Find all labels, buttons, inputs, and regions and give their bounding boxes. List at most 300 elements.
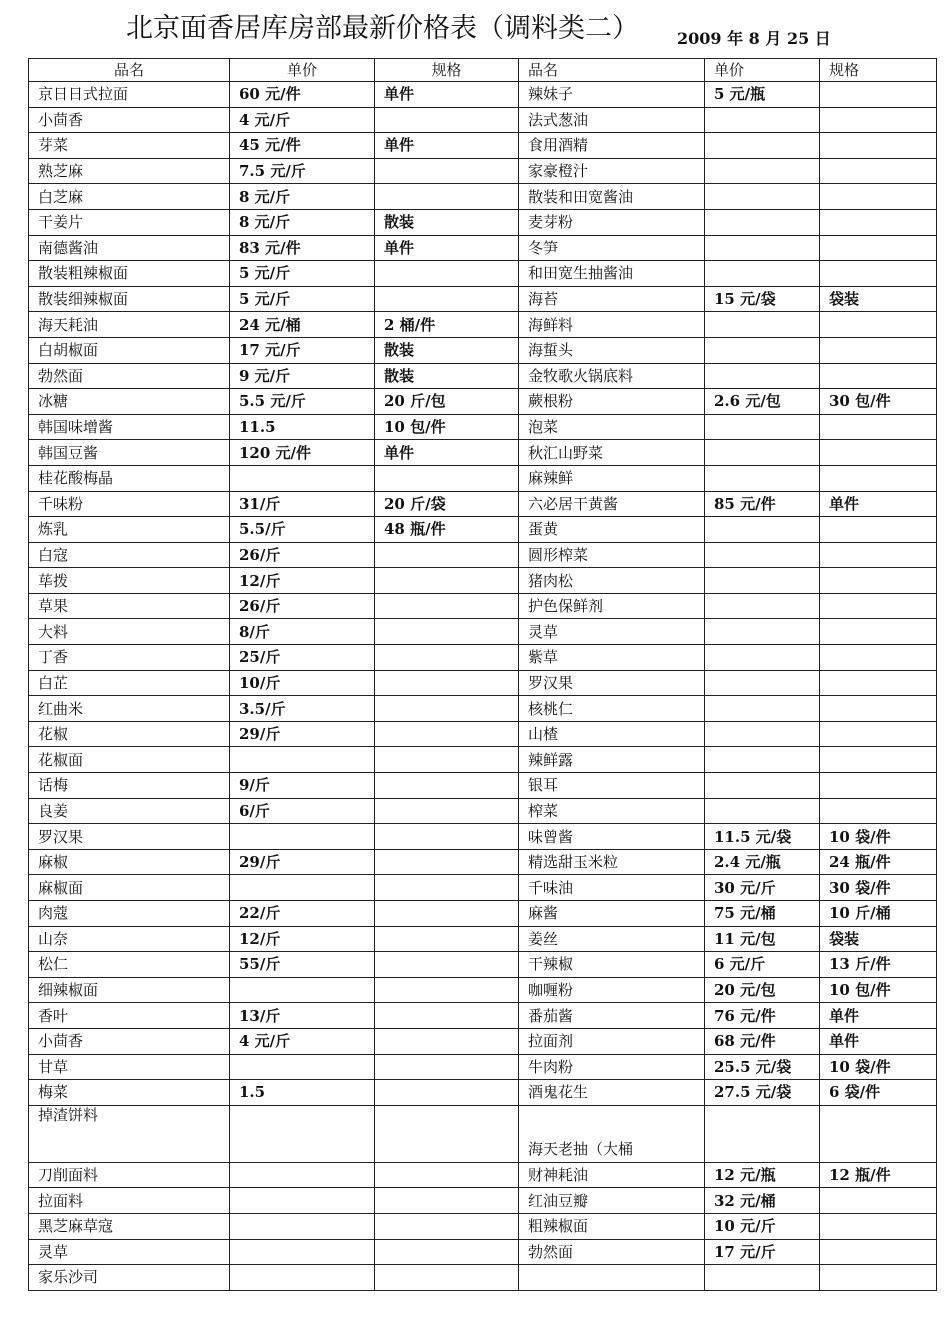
unit-price: 3.5/斤 [230,696,375,722]
spec-2 [820,363,937,389]
unit-price-2 [705,337,820,363]
unit-price-2 [705,773,820,799]
spec-2 [820,414,937,440]
table-row [29,337,937,363]
spec-2 [820,261,937,287]
unit-price [230,1188,375,1214]
spec-2: 24 瓶/件 [820,849,937,875]
unit-price [230,1239,375,1265]
item-name: 小茴香 [29,107,230,133]
item-name-2: 罗汉果 [519,670,705,696]
item-name-2: 秋汇山野菜 [519,440,705,466]
spec: 单件 [375,82,519,108]
item-name-2: 散装和田宽酱油 [519,184,705,210]
table-row [29,926,937,952]
spec [375,1028,519,1054]
spec [375,849,519,875]
item-name-2: 麻酱 [519,901,705,927]
table-row [29,875,937,901]
column-header-price: 单价 [230,59,375,82]
unit-price: 31/斤 [230,491,375,517]
table-row [29,747,937,773]
table-row [29,670,937,696]
unit-price-2: 27.5 元/袋 [705,1080,820,1106]
unit-price-2: 85 元/件 [705,491,820,517]
item-name-2: 勃然面 [519,1239,705,1265]
spec-2: 30 包/件 [820,389,937,415]
unit-price-2 [705,261,820,287]
column-header-name-2: 品名 [519,59,705,82]
unit-price-2: 25.5 元/袋 [705,1054,820,1080]
item-name-2: 海天老抽（大桶 [519,1105,705,1162]
unit-price-2: 15 元/袋 [705,286,820,312]
item-name: 散装细辣椒面 [29,286,230,312]
table-row [29,133,937,159]
item-name-2: 食用酒精 [519,133,705,159]
unit-price [230,465,375,491]
table-row [29,1003,937,1029]
unit-price-2 [705,721,820,747]
unit-price-2 [705,619,820,645]
unit-price [230,824,375,850]
table-row [29,1265,937,1291]
table-row [29,824,937,850]
unit-price-2 [705,593,820,619]
item-name: 冰糖 [29,389,230,415]
spec-2 [820,798,937,824]
spec-2 [820,1105,937,1162]
unit-price-2 [705,517,820,543]
unit-price: 12/斤 [230,568,375,594]
spec-2 [820,235,937,261]
unit-price: 8 元/斤 [230,184,375,210]
table-row [29,798,937,824]
item-name-2: 灵草 [519,619,705,645]
item-name: 灵草 [29,1239,230,1265]
item-name: 良姜 [29,798,230,824]
spec [375,1162,519,1188]
spec [375,721,519,747]
item-name-2: 榨菜 [519,798,705,824]
unit-price: 1.5 [230,1080,375,1106]
spec-2 [820,773,937,799]
item-name: 罗汉果 [29,824,230,850]
spec: 散装 [375,337,519,363]
item-name: 山奈 [29,926,230,952]
table-row [29,465,937,491]
item-name: 韩国豆酱 [29,440,230,466]
table-row [29,235,937,261]
item-name: 勃然面 [29,363,230,389]
spec-2 [820,107,937,133]
unit-price-2: 12 元/瓶 [705,1162,820,1188]
item-name-2: 番茄酱 [519,1003,705,1029]
spec [375,1239,519,1265]
spec-2 [820,517,937,543]
item-name-2: 护色保鲜剂 [519,593,705,619]
spec-2: 单件 [820,491,937,517]
unit-price: 8 元/斤 [230,209,375,235]
spec-2 [820,568,937,594]
unit-price-2 [705,235,820,261]
spec-2 [820,337,937,363]
unit-price: 6/斤 [230,798,375,824]
table-row [29,1213,937,1239]
spec-2 [820,158,937,184]
table-header-row [29,59,937,82]
item-name-2: 法式葱油 [519,107,705,133]
table-row [29,209,937,235]
spec-2 [820,645,937,671]
unit-price-2: 2.4 元/瓶 [705,849,820,875]
spec-2 [820,465,937,491]
table-row [29,517,937,543]
item-name-2: 海鲜料 [519,312,705,338]
unit-price: 22/斤 [230,901,375,927]
item-name: 红曲米 [29,696,230,722]
unit-price: 17 元/斤 [230,337,375,363]
spec [375,107,519,133]
unit-price-2 [705,670,820,696]
unit-price: 7.5 元/斤 [230,158,375,184]
table-row [29,568,937,594]
item-name: 干姜片 [29,209,230,235]
unit-price: 24 元/桶 [230,312,375,338]
item-name: 大料 [29,619,230,645]
item-name-2: 拉面剂 [519,1028,705,1054]
item-name: 麻椒 [29,849,230,875]
spec-2 [820,542,937,568]
spec: 单件 [375,440,519,466]
table-row [29,645,937,671]
item-name-2: 辣鲜露 [519,747,705,773]
spec [375,824,519,850]
unit-price-2 [705,184,820,210]
unit-price-2 [705,1105,820,1162]
unit-price-2 [705,107,820,133]
item-name: 黑芝麻草寇 [29,1213,230,1239]
item-name: 甘草 [29,1054,230,1080]
item-name: 白胡椒面 [29,337,230,363]
table-row [29,312,937,338]
unit-price-2: 10 元/斤 [705,1213,820,1239]
table-body [29,82,937,1291]
unit-price: 5.5/斤 [230,517,375,543]
item-name-2: 咖喱粉 [519,977,705,1003]
spec [375,1080,519,1106]
spec [375,465,519,491]
spec [375,568,519,594]
unit-price-2: 75 元/桶 [705,901,820,927]
item-name-2: 姜丝 [519,926,705,952]
table-row [29,1054,937,1080]
unit-price: 10/斤 [230,670,375,696]
item-name: 梅菜 [29,1080,230,1106]
price-table [28,58,937,1291]
table-row [29,849,937,875]
item-name-2: 海蜇头 [519,337,705,363]
item-name: 话梅 [29,773,230,799]
item-name-2: 银耳 [519,773,705,799]
spec [375,670,519,696]
unit-price-2: 11.5 元/袋 [705,824,820,850]
item-name-2: 精选甜玉米粒 [519,849,705,875]
spec [375,696,519,722]
unit-price [230,747,375,773]
unit-price [230,1105,375,1162]
table-row [29,107,937,133]
table-row [29,773,937,799]
item-name: 草果 [29,593,230,619]
item-name: 熟芝麻 [29,158,230,184]
unit-price-2: 6 元/斤 [705,952,820,978]
spec [375,1003,519,1029]
column-header-name: 品名 [29,59,230,82]
spec: 单件 [375,133,519,159]
item-name-2 [519,1265,705,1291]
spec-2: 10 袋/件 [820,1054,937,1080]
item-name-2: 千味油 [519,875,705,901]
item-name-2: 味曾酱 [519,824,705,850]
column-header-spec-2: 规格 [820,59,937,82]
item-name-2: 山楂 [519,721,705,747]
spec-2 [820,1239,937,1265]
spec-2: 6 袋/件 [820,1080,937,1106]
item-name-2: 核桃仁 [519,696,705,722]
unit-price-2 [705,542,820,568]
item-name: 韩国味增酱 [29,414,230,440]
item-name: 京日日式拉面 [29,82,230,108]
spec-2 [820,747,937,773]
spec [375,901,519,927]
table-row [29,977,937,1003]
spec-2 [820,440,937,466]
table-row [29,491,937,517]
unit-price: 120 元/件 [230,440,375,466]
unit-price: 13/斤 [230,1003,375,1029]
unit-price [230,1265,375,1291]
spec [375,158,519,184]
unit-price-2 [705,798,820,824]
unit-price: 11.5 [230,414,375,440]
item-name-2: 财神耗油 [519,1162,705,1188]
table-row [29,261,937,287]
unit-price: 5 元/斤 [230,286,375,312]
spec-2 [820,593,937,619]
item-name: 散装粗辣椒面 [29,261,230,287]
unit-price: 26/斤 [230,542,375,568]
unit-price-2 [705,645,820,671]
unit-price [230,1213,375,1239]
item-name-2: 圆形榨菜 [519,542,705,568]
spec [375,619,519,645]
table-row [29,363,937,389]
table-row [29,1080,937,1106]
unit-price: 25/斤 [230,645,375,671]
spec-2: 单件 [820,1003,937,1029]
spec-2: 13 斤/件 [820,952,937,978]
unit-price: 4 元/斤 [230,1028,375,1054]
unit-price: 5.5 元/斤 [230,389,375,415]
spec: 2 桶/件 [375,312,519,338]
unit-price: 12/斤 [230,926,375,952]
unit-price-2 [705,363,820,389]
item-name-2: 金牧歌火锅底料 [519,363,705,389]
unit-price-2: 17 元/斤 [705,1239,820,1265]
spec: 10 包/件 [375,414,519,440]
spec [375,286,519,312]
unit-price-2 [705,158,820,184]
item-name: 千味粉 [29,491,230,517]
spec-2 [820,1188,937,1214]
item-name-2: 麦芽粉 [519,209,705,235]
spec-2 [820,670,937,696]
table-row [29,158,937,184]
spec-2 [820,133,937,159]
table-row [29,440,937,466]
spec: 20 斤/袋 [375,491,519,517]
spec-2: 单件 [820,1028,937,1054]
item-name-2: 牛肉粉 [519,1054,705,1080]
item-name: 芽菜 [29,133,230,159]
item-name: 麻椒面 [29,875,230,901]
spec-2 [820,184,937,210]
table-row [29,901,937,927]
unit-price: 8/斤 [230,619,375,645]
spec [375,747,519,773]
item-name-2: 猪肉松 [519,568,705,594]
unit-price: 5 元/斤 [230,261,375,287]
item-name-2: 粗辣椒面 [519,1213,705,1239]
table-row [29,286,937,312]
item-name-2: 红油豆瓣 [519,1188,705,1214]
unit-price: 26/斤 [230,593,375,619]
unit-price [230,977,375,1003]
spec [375,773,519,799]
item-name-2: 海苔 [519,286,705,312]
unit-price-2 [705,696,820,722]
item-name-2: 麻辣鲜 [519,465,705,491]
spec-2: 袋装 [820,286,937,312]
item-name: 掉渣饼料 [29,1105,230,1162]
unit-price-2: 68 元/件 [705,1028,820,1054]
item-name: 拉面料 [29,1188,230,1214]
spec: 散装 [375,209,519,235]
unit-price: 55/斤 [230,952,375,978]
unit-price [230,1054,375,1080]
spec [375,184,519,210]
item-name-2: 酒鬼花生 [519,1080,705,1106]
table-row [29,1105,937,1162]
spec: 20 斤/包 [375,389,519,415]
item-name: 小茴香 [29,1028,230,1054]
spec-2: 10 袋/件 [820,824,937,850]
unit-price-2: 5 元/瓶 [705,82,820,108]
item-name: 海天耗油 [29,312,230,338]
item-name-2: 辣妹子 [519,82,705,108]
unit-price-2: 76 元/件 [705,1003,820,1029]
item-name: 白寇 [29,542,230,568]
spec: 散装 [375,363,519,389]
unit-price-2 [705,568,820,594]
spec-2: 10 包/件 [820,977,937,1003]
table-row [29,1028,937,1054]
item-name: 桂花酸梅晶 [29,465,230,491]
spec [375,952,519,978]
unit-price-2 [705,747,820,773]
item-name: 白芝麻 [29,184,230,210]
item-name: 花椒面 [29,747,230,773]
spec-2 [820,696,937,722]
unit-price: 83 元/件 [230,235,375,261]
table-row [29,414,937,440]
table-row [29,1239,937,1265]
unit-price-2 [705,440,820,466]
item-name: 刀削面料 [29,1162,230,1188]
item-name: 丁香 [29,645,230,671]
spec [375,645,519,671]
item-name-2: 冬笋 [519,235,705,261]
item-name-2: 干辣椒 [519,952,705,978]
item-name: 花椒 [29,721,230,747]
spec: 48 瓶/件 [375,517,519,543]
page-title: 北京面香居库房部最新价格表（调料类二） [126,13,639,44]
table-row [29,82,937,108]
spec [375,875,519,901]
table-row [29,389,937,415]
spec-2: 10 斤/桶 [820,901,937,927]
unit-price-2: 2.6 元/包 [705,389,820,415]
spec [375,261,519,287]
item-name: 白芷 [29,670,230,696]
item-name-2: 紫草 [519,645,705,671]
table-row [29,184,937,210]
unit-price [230,1162,375,1188]
unit-price-2: 20 元/包 [705,977,820,1003]
item-name: 肉蔻 [29,901,230,927]
spec [375,798,519,824]
unit-price-2 [705,1265,820,1291]
unit-price: 9 元/斤 [230,363,375,389]
spec [375,977,519,1003]
page-header [126,6,946,50]
table-row [29,952,937,978]
item-name: 香叶 [29,1003,230,1029]
table-row [29,619,937,645]
item-name: 细辣椒面 [29,977,230,1003]
unit-price-2 [705,133,820,159]
spec-2: 30 袋/件 [820,875,937,901]
spec [375,926,519,952]
item-name-2: 泡菜 [519,414,705,440]
spec [375,542,519,568]
spec-2 [820,209,937,235]
spec: 单件 [375,235,519,261]
table-row [29,696,937,722]
item-name-2: 家豪橙汁 [519,158,705,184]
item-name-2: 六必居干黄酱 [519,491,705,517]
unit-price: 45 元/件 [230,133,375,159]
table-row [29,542,937,568]
table-row [29,1188,937,1214]
item-name: 松仁 [29,952,230,978]
unit-price-2 [705,465,820,491]
spec [375,1265,519,1291]
spec-2 [820,1213,937,1239]
spec [375,1105,519,1162]
column-header-price-2: 单价 [705,59,820,82]
unit-price-2: 32 元/桶 [705,1188,820,1214]
